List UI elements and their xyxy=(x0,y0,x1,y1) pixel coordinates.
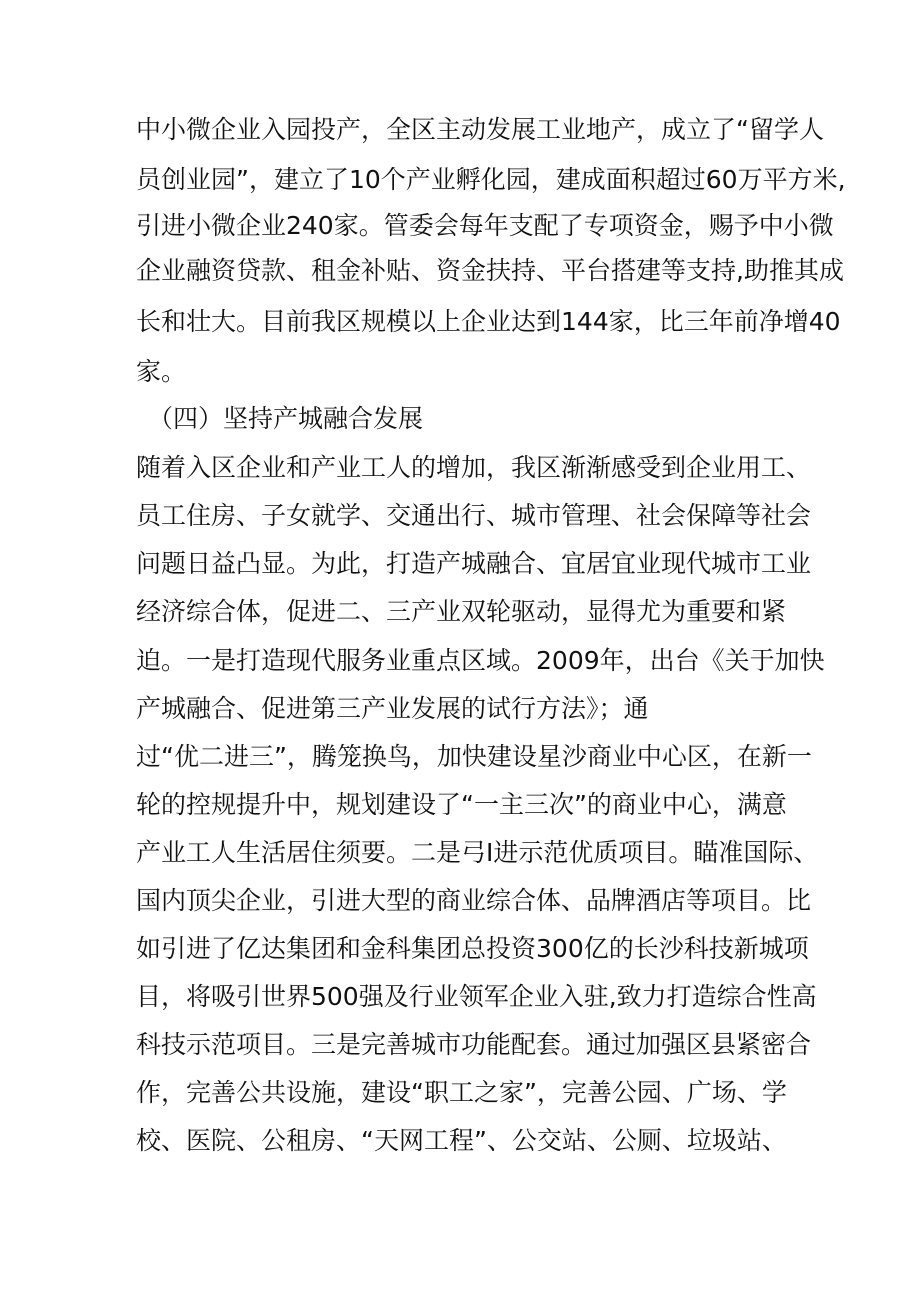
paragraph-line-15: 轮的控规提升中，规划建设了“一主三次”的商业中心，满意 xyxy=(136,790,787,819)
paragraph-line-14: 过“优二进三”，腾笼换鸟，加快建设星沙商业中心区，在新一 xyxy=(136,742,812,771)
paragraph-line-10: 问题日益凸显。为此，打造产城融合、宜居宜业现代城市工业 xyxy=(136,549,812,578)
paragraph-line-5: 长和壮大。目前我区规模以上企业达到144家，比三年前净增40 xyxy=(136,307,841,336)
paragraph-line-17: 国内顶尖企业，引进大型的商业综合体、品牌酒店等项目。比 xyxy=(136,886,812,915)
paragraph-line-18: 如引进了亿达集团和金科集团总投资300亿的长沙科技新城项 xyxy=(136,934,809,963)
section-heading: （四）坚持产城融合发展 xyxy=(148,404,424,433)
paragraph-line-6: 家。 xyxy=(136,357,187,386)
paragraph-line-1: 中小微企业入园投产，全区主动发展工业地产，成立了“留学人 xyxy=(136,115,824,144)
paragraph-line-2: 员创业园”，建立了10个产业孵化园，建成面积超过60万平方米, xyxy=(136,165,846,194)
paragraph-line-22: 校、医院、公租房、“天网工程”、公交站、公厕、垃圾站、 xyxy=(136,1126,787,1155)
paragraph-line-16: 产业工人生活居住须要。二是弓I进示范优质项目。瞄准国际、 xyxy=(136,838,819,867)
paragraph-line-19: 目，将吸引世界500强及行业领军企业入驻,致力打造综合性高 xyxy=(136,982,817,1011)
paragraph-line-13: 产城融合、促进第三产业发展的试行方法》；通 xyxy=(136,694,649,723)
paragraph-line-9: 员工住房、子女就学、交通出行、城市管理、社会保障等社会 xyxy=(136,501,812,530)
paragraph-line-11: 经济综合体，促进二、三产业双轮驱动，显得尤为重要和紧 xyxy=(136,597,787,626)
paragraph-line-8: 随着入区企业和产业工人的增加，我区渐渐感受到企业用工、 xyxy=(136,453,812,482)
paragraph-line-12: 迫。一是打造现代服务业重点区域。2009年，出台《关于加快 xyxy=(136,646,825,675)
paragraph-line-21: 作，完善公共设施，建设“职工之家”，完善公园、广场、学 xyxy=(136,1078,787,1107)
paragraph-line-4: 企业融资贷款、租金补贴、资金扶持、平台搭建等支持,助推其成 xyxy=(136,256,844,285)
paragraph-line-3: 引进小微企业240家。管委会每年支配了专项资金，赐予中小微 xyxy=(136,211,834,240)
paragraph-line-20: 科技示范项目。三是完善城市功能配套。通过加强区县紧密合 xyxy=(136,1030,812,1059)
